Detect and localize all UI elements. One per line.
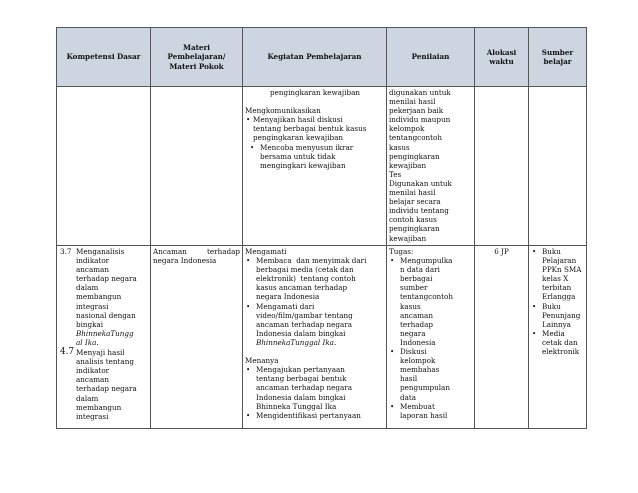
list-item: • Diskusi kelompok membahas hasil pengumpulan data (389, 347, 472, 402)
header-alokasi: Alokasi waktu (475, 28, 529, 87)
list-item: • Menyajikan hasil diskusi tentang berbagai bentuk kasus pengingkaran kewajiban (245, 115, 384, 142)
list-item: • Mengidentifikasi pertanyaan (245, 411, 384, 420)
kd-item: 4.7 Menyaji hasil analisis tentang indikator ancaman terhadap negara dalam membangun integrasi (60, 347, 137, 421)
alokasi-cell: 6 JP (475, 246, 529, 429)
list-item: • Buku Pelajaran PPKn SMA kelas X terbitan Erlangga (531, 247, 584, 302)
kd-cell (57, 87, 151, 246)
list-item: • Mencoba menyusun ikrar bersama untuk tidak mengingkari kewajiban (249, 143, 384, 170)
header-materi: Materi Pembelajaran/ Materi Pokok (151, 28, 243, 87)
materi-cell: Ancaman terhadap negara Indonesia (151, 246, 243, 429)
kd-cell (57, 246, 151, 429)
header-kegiatan: Kegiatan Pembelajaran (243, 28, 387, 87)
table-row (57, 246, 587, 429)
list-item: • Membaca dan menyimak dari berbagai media (cetak dan elektronik) tentang contoh kasus ancaman terhadap negara Indonesia (245, 256, 384, 301)
sumber-cell (529, 246, 587, 429)
header-sumber: Sumber belajar (529, 28, 587, 87)
syllabus-table (56, 27, 587, 429)
alokasi-cell (475, 87, 529, 246)
kegiatan-cell: Mengamati • Membaca dan menyimak dari berbagai media (cetak dan elektronik) tentang contoh kasus ancaman terhadap negara Indonesia • Mengamati dari video/film/gambar tentang ancaman terhadap negara Indonesia dalam bingkai BhinnekaTunggal Ika. Menanya • Mengajukan pertanyaan tentang berbagai bentuk ancaman terhadap negara Indonesia dalam bingkai Bhinneka Tunggal Ika • Mengidentifikasi pertanyaan (243, 246, 387, 429)
sumber-cell (529, 87, 587, 246)
penilaian-cell: Tugas: • Mengumpulka n data dari berbagai sumber tentangcontoh kasus ancaman terhadap negara Indonesia • Diskusi kelompok membahas hasil pengumpulan data • Membuat laporan hasil (387, 246, 475, 429)
list-item: • Buku Penunjang Lainnya (531, 302, 584, 329)
list-item: • Mengumpulka n data dari berbagai sumber tentangcontoh kasus ancaman terhadap negara Indonesia (389, 256, 472, 347)
kegiatan-cell: pengingkaran kewajiban Mengkomunikasikan • Menyajikan hasil diskusi tentang berbagai bentuk kasus pengingkaran kewajiban • Mencoba menyusun ikrar bersama untuk tidak mengingkari kewajiban (243, 87, 387, 246)
list-item: • Media cetak dan elektronik (531, 329, 584, 356)
list-item: • Mengajukan pertanyaan tentang berbagai bentuk ancaman terhadap negara Indonesia dalam bingkai Bhinneka Tunggal Ika (245, 365, 384, 410)
kd-item: 3.7 Menganalisis indikator ancaman terhadap negara dalam membangun integrasi nasional dengan bingkai BhinnekaTungg al Ika. (60, 247, 137, 347)
header-kompetensi-dasar: Kompetensi Dasar (57, 28, 151, 87)
list-item: • Membuat laporan hasil (389, 402, 472, 420)
penilaian-cell: digunakan untuk menilai hasil pekerjaan baik individu maupun kelompok tentangcontoh kasus pengingkaran kewajiban Tes Digunakan untuk menilai hasil belajar secara individu tentang contoh kasus pengingkaran kewajiban (387, 87, 475, 246)
list-item: • Mengamati dari video/film/gambar tentang ancaman terhadap negara Indonesia dalam bingkai BhinnekaTunggal Ika. (245, 302, 384, 347)
header-penilaian: Penilaian (387, 28, 475, 87)
table-header-row (57, 28, 587, 87)
materi-cell (151, 87, 243, 246)
table-row (57, 87, 587, 246)
